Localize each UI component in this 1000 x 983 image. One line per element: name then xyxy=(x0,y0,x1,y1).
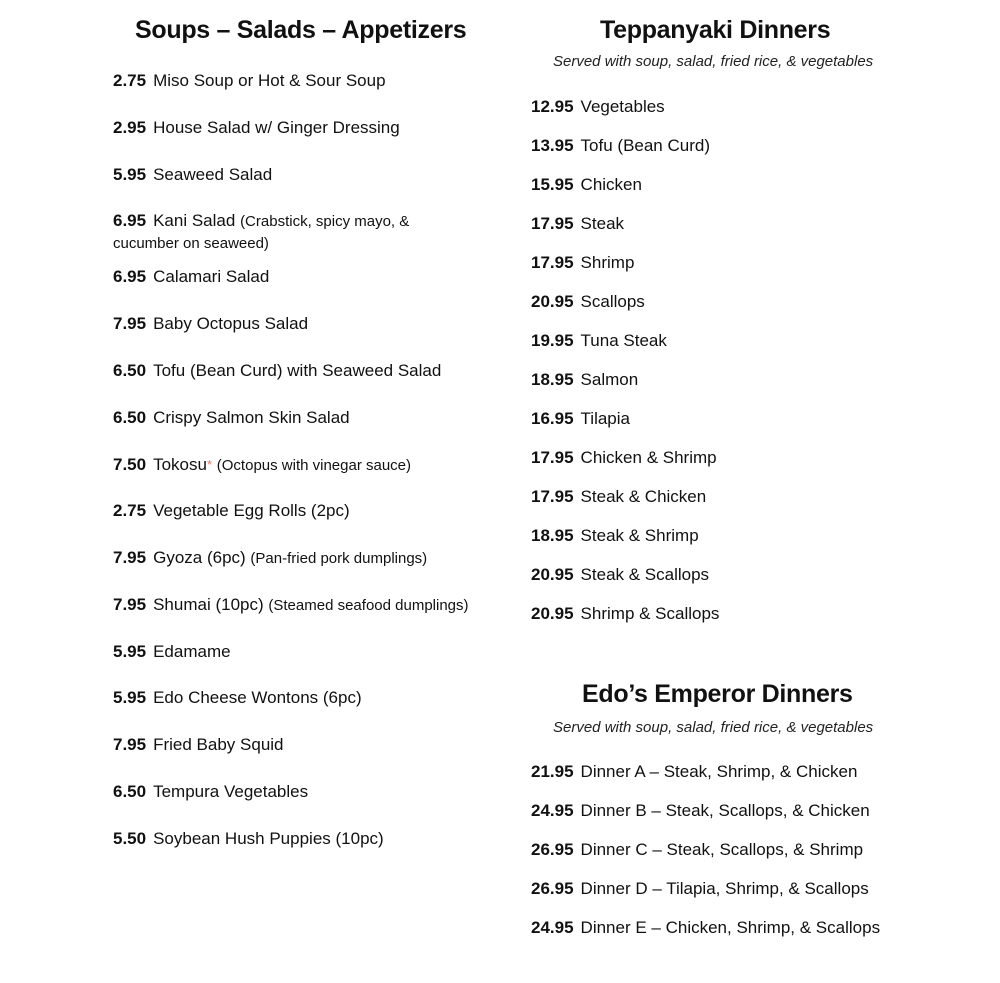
item-price: 7.95 xyxy=(113,548,147,567)
item-name: Vegetable Egg Rolls (2pc) xyxy=(153,501,350,520)
item-name: Tokosu xyxy=(153,455,207,474)
item-name: Baby Octopus Salad xyxy=(153,314,309,333)
menu-item xyxy=(531,447,717,468)
item-name: Chicken & Shrimp xyxy=(580,448,717,467)
item-price: 5.95 xyxy=(113,642,147,661)
item-note: (Steamed seafood dumplings) xyxy=(268,597,469,614)
menu-item xyxy=(531,603,719,624)
emperor-subtitle: Served with soup, salad, fried rice, & vegetables xyxy=(553,719,874,736)
item-name: Shrimp xyxy=(580,253,635,272)
item-name: Steak xyxy=(580,214,625,233)
item-price: 12.95 xyxy=(531,97,574,116)
menu-item xyxy=(113,454,411,476)
item-price: 7.95 xyxy=(113,314,147,333)
item-price: 13.95 xyxy=(531,136,574,155)
menu-item xyxy=(531,878,869,899)
menu-item xyxy=(531,761,857,782)
menu-item xyxy=(531,486,706,507)
item-name: Edo Cheese Wontons (6pc) xyxy=(153,688,362,707)
menu-item xyxy=(531,96,665,117)
item-price: 7.95 xyxy=(113,735,147,754)
menu-item xyxy=(113,164,272,185)
emperor-title: Edo’s Emperor Dinners xyxy=(582,680,853,708)
item-name: Shumai (10pc) xyxy=(153,595,264,614)
menu-item xyxy=(113,687,362,708)
item-price: 26.95 xyxy=(531,840,574,859)
item-name: Steak & Scallops xyxy=(580,565,710,584)
item-price: 17.95 xyxy=(531,214,574,233)
item-name: Dinner A – Steak, Shrimp, & Chicken xyxy=(580,762,858,781)
item-price: 7.50 xyxy=(113,455,147,474)
item-name: Calamari Salad xyxy=(153,267,270,286)
item-price: 17.95 xyxy=(531,253,574,272)
item-name: Soybean Hush Puppies (10pc) xyxy=(153,829,384,848)
item-price: 2.75 xyxy=(113,501,147,520)
item-name: Chicken xyxy=(580,175,642,194)
teppanyaki-title: Teppanyaki Dinners xyxy=(600,16,831,44)
item-name: Steak & Chicken xyxy=(580,487,707,506)
menu-item xyxy=(531,291,645,312)
item-price: 26.95 xyxy=(531,879,574,898)
menu-item xyxy=(531,839,863,860)
menu-item xyxy=(113,781,308,802)
item-price: 18.95 xyxy=(531,370,574,389)
menu-item xyxy=(113,641,231,662)
item-price: 24.95 xyxy=(531,801,574,820)
item-price: 20.95 xyxy=(531,292,574,311)
item-name: Salmon xyxy=(580,370,639,389)
item-note: (Pan-fried pork dumplings) xyxy=(250,550,428,567)
menu-item xyxy=(113,734,284,755)
item-price: 2.75 xyxy=(113,71,147,90)
menu-item xyxy=(113,313,308,334)
menu-item xyxy=(113,210,473,254)
menu-item xyxy=(531,213,624,234)
menu-item xyxy=(531,252,634,273)
menu-item xyxy=(113,547,427,569)
item-name: Fried Baby Squid xyxy=(153,735,284,754)
item-price: 21.95 xyxy=(531,762,574,781)
item-name: Edamame xyxy=(153,642,231,661)
item-name: Dinner E – Chicken, Shrimp, & Scallops xyxy=(580,918,881,937)
menu-item xyxy=(531,135,710,156)
menu-item xyxy=(531,525,699,546)
item-price: 20.95 xyxy=(531,565,574,584)
menu-item xyxy=(531,800,870,821)
item-price: 6.50 xyxy=(113,361,147,380)
item-name: Dinner B – Steak, Scallops, & Chicken xyxy=(580,801,870,820)
menu-item xyxy=(113,360,441,381)
menu-item xyxy=(531,564,709,585)
item-name: Tofu (Bean Curd) xyxy=(580,136,710,155)
menu-item xyxy=(531,408,630,429)
menu-item xyxy=(113,266,269,287)
teppanyaki-subtitle: Served with soup, salad, fried rice, & vegetables xyxy=(553,53,874,70)
item-name: Tuna Steak xyxy=(580,331,667,350)
item-name: Dinner C – Steak, Scallops, & Shrimp xyxy=(580,840,864,859)
item-name: Miso Soup or Hot & Sour Soup xyxy=(153,71,386,90)
item-price: 17.95 xyxy=(531,448,574,467)
item-price: 5.50 xyxy=(113,829,147,848)
menu-item xyxy=(113,407,350,428)
item-name: Seaweed Salad xyxy=(153,165,273,184)
item-name: Tilapia xyxy=(580,409,630,428)
item-price: 2.95 xyxy=(113,118,147,137)
item-name: Tofu (Bean Curd) with Seaweed Salad xyxy=(153,361,442,380)
item-price: 5.95 xyxy=(113,688,147,707)
item-note: (Crabstick, spicy mayo, & cucumber on seaweed) xyxy=(113,213,410,252)
item-name: House Salad w/ Ginger Dressing xyxy=(153,118,400,137)
item-name: Vegetables xyxy=(580,97,665,116)
item-price: 20.95 xyxy=(531,604,574,623)
item-price: 6.50 xyxy=(113,408,147,427)
appetizers-title: Soups – Salads – Appetizers xyxy=(135,16,467,44)
item-price: 5.95 xyxy=(113,165,147,184)
asterisk-mark: * xyxy=(206,457,213,472)
menu-item xyxy=(531,174,642,195)
item-price: 19.95 xyxy=(531,331,574,350)
menu-item xyxy=(113,117,400,138)
menu-item xyxy=(531,917,880,938)
item-name: Crispy Salmon Skin Salad xyxy=(153,408,350,427)
item-price: 24.95 xyxy=(531,918,574,937)
item-name: Dinner D – Tilapia, Shrimp, & Scallops xyxy=(580,879,869,898)
menu-item xyxy=(113,594,469,616)
menu-item xyxy=(113,500,350,521)
item-name: Steak & Shrimp xyxy=(580,526,699,545)
item-price: 6.95 xyxy=(113,267,147,286)
menu-item xyxy=(531,330,667,351)
item-price: 7.95 xyxy=(113,595,147,614)
menu-item xyxy=(531,369,638,390)
item-name: Gyoza (6pc) xyxy=(153,548,246,567)
item-price: 16.95 xyxy=(531,409,574,428)
menu-item xyxy=(113,70,386,91)
menu-item xyxy=(113,828,384,849)
item-note: (Octopus with vinegar sauce) xyxy=(216,457,412,474)
item-price: 18.95 xyxy=(531,526,574,545)
item-price: 6.95 xyxy=(113,211,147,230)
item-price: 6.50 xyxy=(113,782,147,801)
item-name: Tempura Vegetables xyxy=(153,782,309,801)
item-name: Shrimp & Scallops xyxy=(580,604,720,623)
item-price: 17.95 xyxy=(531,487,574,506)
item-price: 15.95 xyxy=(531,175,574,194)
item-name: Kani Salad xyxy=(153,211,236,230)
item-name: Scallops xyxy=(580,292,645,311)
